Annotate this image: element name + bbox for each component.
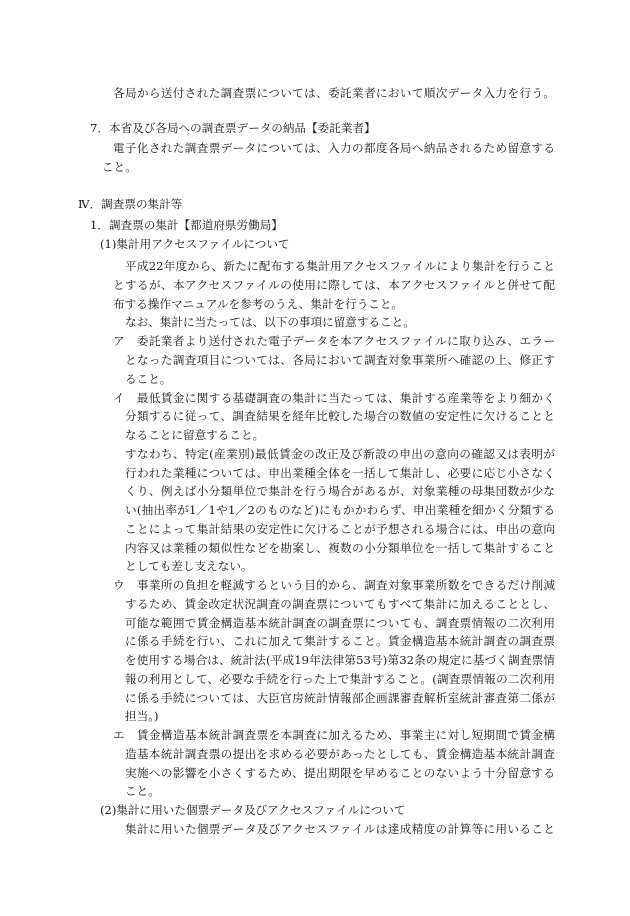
paragraph-line: となった調査項目については、各局において調査対象事業所へ確認の上、修正す (125, 353, 555, 367)
subsection-heading-1: (1)集計用アクセスファイルについて (100, 237, 290, 251)
paragraph-line: 担当。) (125, 709, 159, 723)
paragraph-line: 報の利用として、必要な手続を行った上で集計すること。(調査票情報の二次利用 (125, 672, 555, 686)
paragraph-line: 平成22年度から、新たに配布する集計用アクセスファイルにより集計を行うこと (125, 259, 555, 273)
paragraph-line: 電子化された調査票データについては、入力の都度各局へ納品されるため留意する (113, 141, 555, 155)
paragraph-line: とするが、本アクセスファイルの使用に際しては、本アクセスファイルと併せて配 (113, 278, 555, 292)
paragraph-line: としても差し支えない。 (125, 559, 253, 573)
paragraph-line: ことによって集計結果の安定性に欠けることが予想される場合には、申出の意向 (125, 522, 555, 536)
list-item-u: ウ 事業所の負担を軽減するという目的から、調査対象事業所数をできるだけ削減 (113, 578, 555, 592)
section-heading-7: 7．本省及び各局への調査票データの納品【委託業者】 (90, 121, 376, 135)
chapter-heading-iv: Ⅳ．調査票の集計等 (78, 197, 183, 211)
paragraph-line: に係る手続を行い、これに加えて集計すること。賃金構造基本統計調査の調査票 (125, 634, 555, 648)
list-item-a: ア 委託業者より送付された電子データを本アクセスファイルに取り込み、エラー (113, 334, 555, 348)
paragraph-line: に係る手続については、大臣官房統計情報部企画課審査解析室統計審査第二係が (125, 691, 555, 705)
paragraph-line: すなわち、特定(産業別)最低賃金の改正及び新設の申出の意向の確認又は表明が (125, 447, 555, 461)
paragraph-line: なお、集計に当たっては、以下の事項に留意すること。 (125, 315, 415, 329)
paragraph-line: 行われた業種については、申出業種全体を一括して集計し、必要に応じ小さなく (125, 466, 555, 480)
paragraph-line: 布する操作マニュアルを参考のうえ、集計を行うこと。 (113, 297, 404, 311)
paragraph-line: こと。 (125, 784, 160, 798)
paragraph-line: こと。 (102, 160, 137, 174)
list-item-e: エ 賃金構造基本統計調査票を本調査に加えるため、事業主に対し短期間で賃金構 (113, 728, 555, 742)
paragraph-line: 集計に用いた個票データ及びアクセスファイルは達成精度の計算等に用いること (125, 822, 555, 836)
paragraph-line: くり、例えば小分類単位で集計を行う場合があるが、対象業種の母集団数が少な (125, 484, 555, 498)
paragraph-line: 可能な範囲で賃金構造基本統計調査の調査票についても、調査票情報の二次利用 (125, 616, 555, 630)
paragraph-line: するため、賃金改定状況調査の調査票についてもすべて集計に加えることとし、 (125, 597, 555, 611)
paragraph-line: なることに留意すること。 (125, 428, 265, 442)
paragraph-line: 各局から送付された調査票については、委託業者において順次データ入力を行う。 (113, 86, 555, 100)
paragraph-line: 分類するに従って、調査結果を経年比較した場合の数値の安定性に欠けることと (125, 409, 555, 423)
paragraph-line: 内容又は業種の類似性などを勘案し、複数の小分類単位を一括して集計すること (125, 541, 555, 555)
paragraph-line: 実施への影響を小さくするため、提出期限を早めることのないよう十分留意する (125, 766, 555, 780)
list-item-i: イ 最低賃金に関する基礎調査の集計に当たっては、集計する産業等をより細かく (113, 391, 555, 405)
paragraph-line: を使用する場合は、統計法(平成19年法律第53号)第32条の規定に基づく調査票情 (125, 653, 555, 667)
subsection-heading-2: (2)集計に用いた個票データ及びアクセスファイルについて (100, 803, 406, 817)
paragraph-line: ること。 (125, 372, 172, 386)
paragraph-line: 造基本統計調査票の提出を求める必要があったとしても、賃金構造基本統計調査 (125, 747, 555, 761)
paragraph-line: い(抽出率が1／1や1／2のものなど)にもかかわらず、申出業種を細かく分類する (125, 503, 555, 517)
section-heading-1: 1．調査票の集計【都道府県労働局】 (90, 218, 283, 232)
